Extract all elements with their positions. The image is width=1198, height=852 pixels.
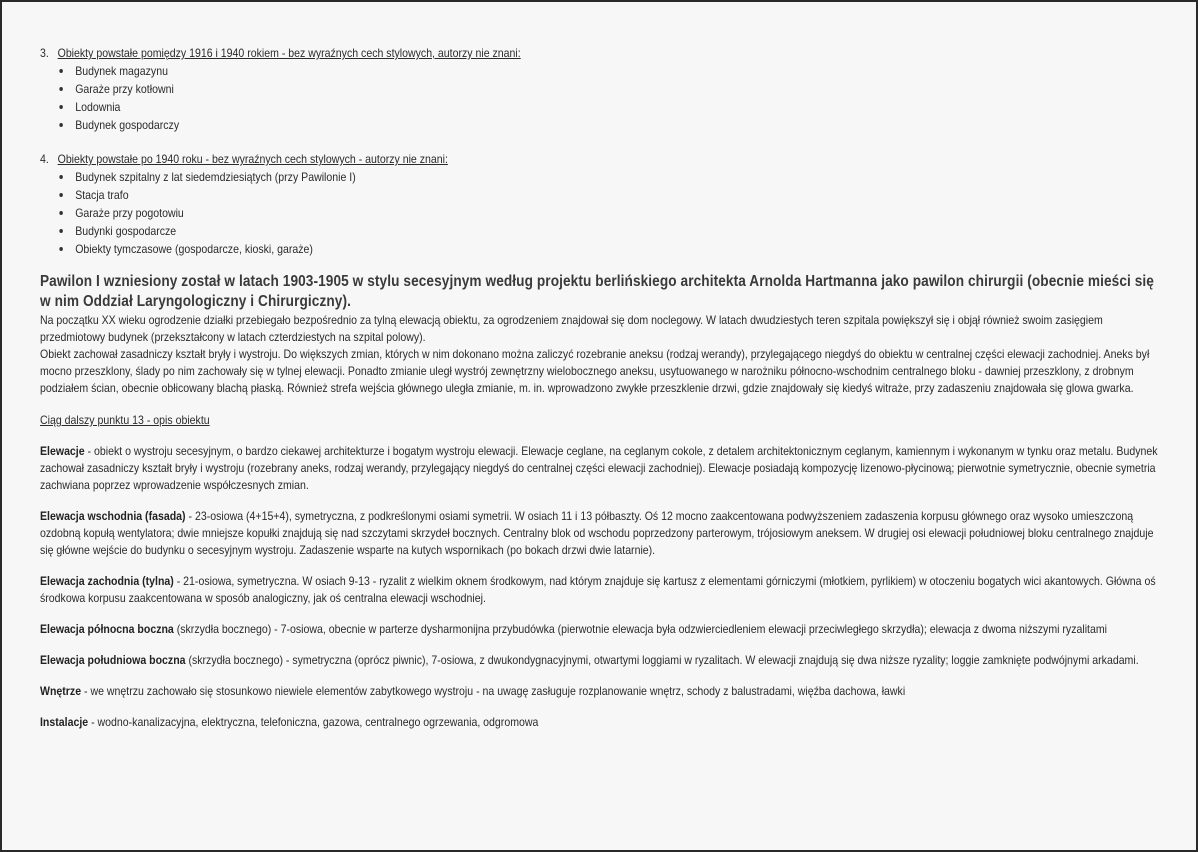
section-4-heading [40,150,1162,168]
list-item: Budynek magazynu [59,62,1162,80]
section-text: (skrzydła bocznego) - symetryczna (oprócz piwnic), 7-osiowa, z dwukondygnacyjnymi, otwartymi loggiami w ryzalitach. W elewacji znajdują się dwa niższe ryzality; loggie zamknięte podwójnymi arkadami. [185,653,1139,667]
section-elewacja-wschodnia [40,508,1162,559]
pawilon-paragraph-1: Na początku XX wieku ogrodzenie działki przebiegało bezpośrednio za tylną elewacją obiektu, za ogrodzeniem znajdował się dom noclegowy. W latach dwudziestych teren szpitala powiększył się i objął również swoim zasięgiem przedmiotowy budynek (przekształcony w latach czterdziestych na szpital polowy). [40,313,1103,344]
section-3-list [40,62,1162,134]
section-text: - obiekt o wystroju secesyjnym, o bardzo ciekawej architekturze i bogatym wystroju elewacji. Elewacje ceglane, na ceglanym cokole, z detalem architektonicznym ceglanym, kamiennym i wykonanym w tynku oraz metalu. Budynek zachował zasadniczy kształt bryły i wystroju (rozebrany aneks, rodzaj werandy, przylegający niegdyś do centralnej części elewacji zachodniej). Elewacje posiadają kompozycję lizenowo-płycinową; pierwotnie symetrycznie, obecnie symetria zachwiana poprzez wprowadzenie współczesnych zmian. [40,444,1158,492]
section-4-number: 4. [40,152,49,166]
section-label: Elewacja południowa boczna [40,653,186,667]
list-item: Obiekty tymczasowe (gospodarcze, kioski, garaże) [59,240,1162,258]
section-elewacje [40,443,1162,494]
list-item: Budynki gospodarcze [59,222,1162,240]
section-4-list [40,168,1162,258]
pawilon-title: Pawilon I wzniesiony został w latach 1903-1905 w stylu secesyjnym według projektu berlińskiego architekta Arnolda Hartmanna jako pawilon chirurgii (obecnie mieści się w nim Oddział Laryngologiczny i Chirurgiczny). [40,273,1154,310]
section-3-number: 3. [40,46,49,60]
list-item: Budynek gospodarczy [59,116,1162,134]
section-3-title: Obiekty powstałe pomiędzy 1916 i 1940 rokiem - bez wyraźnych cech stylowych, autorzy nie znani: [57,46,521,60]
section-text: - 21-osiowa, symetryczna. W osiach 9-13 - ryzalit z wielkim oknem środkowym, nad którym znajduje się kartusz z elementami górniczymi (młotkiem, pyrlikiem) w otoczeniu bogatych wici akantowych. Główna oś środkowa korpusu zaakcentowana w sposób analogiczny, jak oś centralna elewacji wschodniej. [40,574,1156,605]
list-item: Budynek szpitalny z lat siedemdziesiątych (przy Pawilonie I) [59,168,1162,186]
section-instalacje [40,714,1162,731]
pawilon-paragraph-2: Obiekt zachował zasadniczy kształt bryły i wystroju. Do większych zmian, których w nim dokonano można zaliczyć rozebranie aneksu (rodzaj werandy), przylegającego niegdyś do obiektu w centralnej części elewacji zachodniej. Aneks był mocno przeszklony, ślady po nim zachowały się w tylnej elewacji. Ponadto zmianie uległ wystrój zewnętrzny wielobocznego aneksu, usytuowanego w narożniku północno-wschodnim centralnego bloku - dawniej przeszklony, z drobnym podziałem ścian, obecnie obłicowany blachą płaską. Również strefa wejścia głównego uległa zmianie, m. in. wprowadzono zwykłe przeszklenie drzwi, gdzie znajdowały się kiedyś witraże, przy zadaszeniu znajdowała się glowa gwarka. [40,347,1150,395]
section-text: - we wnętrzu zachowało się stosunkowo niewiele elementów zabytkowego wystroju - na uwagę zasługuje rozplanowanie wnętrz, schody z balustradami, więźba dachowa, ławki [81,684,906,698]
list-item: Lodownia [59,98,1162,116]
section-text: (skrzydła bocznego) - 7-osiowa, obecnie w parterze dysharmonijna przybudówka (pierwotnie elewacja była odzwierciedleniem elewacji przeciwległego skrzydła); elewacja z dwoma niższymi ryzalitami [173,622,1107,636]
section-elewacja-zachodnia [40,573,1162,607]
document-content [40,44,1162,731]
section-4-title: Obiekty powstałe po 1940 roku - bez wyraźnych cech stylowych - autorzy nie znani: [57,152,448,166]
section-text: - 23-osiowa (4+15+4), symetryczna, z podkreślonymi osiami symetrii. W osiach 11 i 13 półbaszty. Oś 12 mocno zaakcentowana podwyższeniem zadaszenia korpusu głównego oraz wysoko umieszczoną ozdobną kopułą wentylatora; dwie mniejsze kopułki znajdują się nad szczytami skrzydeł bocznych. Centralny blok od wschodu poprzedzony parterowym, trójosiowym aneksem. W drugiej osi elewacji południowej bloku centralnego znajduje się główne wejście do budynku o secesyjnym wystroju. Zadaszenie wsparte na kutych wspornikach (po bokach drzwi dwie latarnie). [40,509,1154,557]
section-3-heading [40,44,1162,62]
continuation-heading: Ciąg dalszy punktu 13 - opis obiektu [40,413,210,427]
section-label: Elewacje [40,444,85,458]
section-label: Elewacja wschodnia (fasada) [40,509,186,523]
section-elewacja-poludniowa [40,652,1162,669]
section-elewacja-polnocna [40,621,1162,638]
section-wnetrze [40,683,1162,700]
section-label: Wnętrze [40,684,82,698]
list-item: Stacja trafo [59,186,1162,204]
section-label: Instalacje [40,715,89,729]
list-item: Garaże przy kotłowni [59,80,1162,98]
section-text: - wodno-kanalizacyjna, elektryczna, telefoniczna, gazowa, centralnego ogrzewania, odgromowa [88,715,539,729]
list-item: Garaże przy pogotowiu [59,204,1162,222]
section-label: Elewacja północna boczna [40,622,174,636]
section-label: Elewacja zachodnia (tylna) [40,574,174,588]
